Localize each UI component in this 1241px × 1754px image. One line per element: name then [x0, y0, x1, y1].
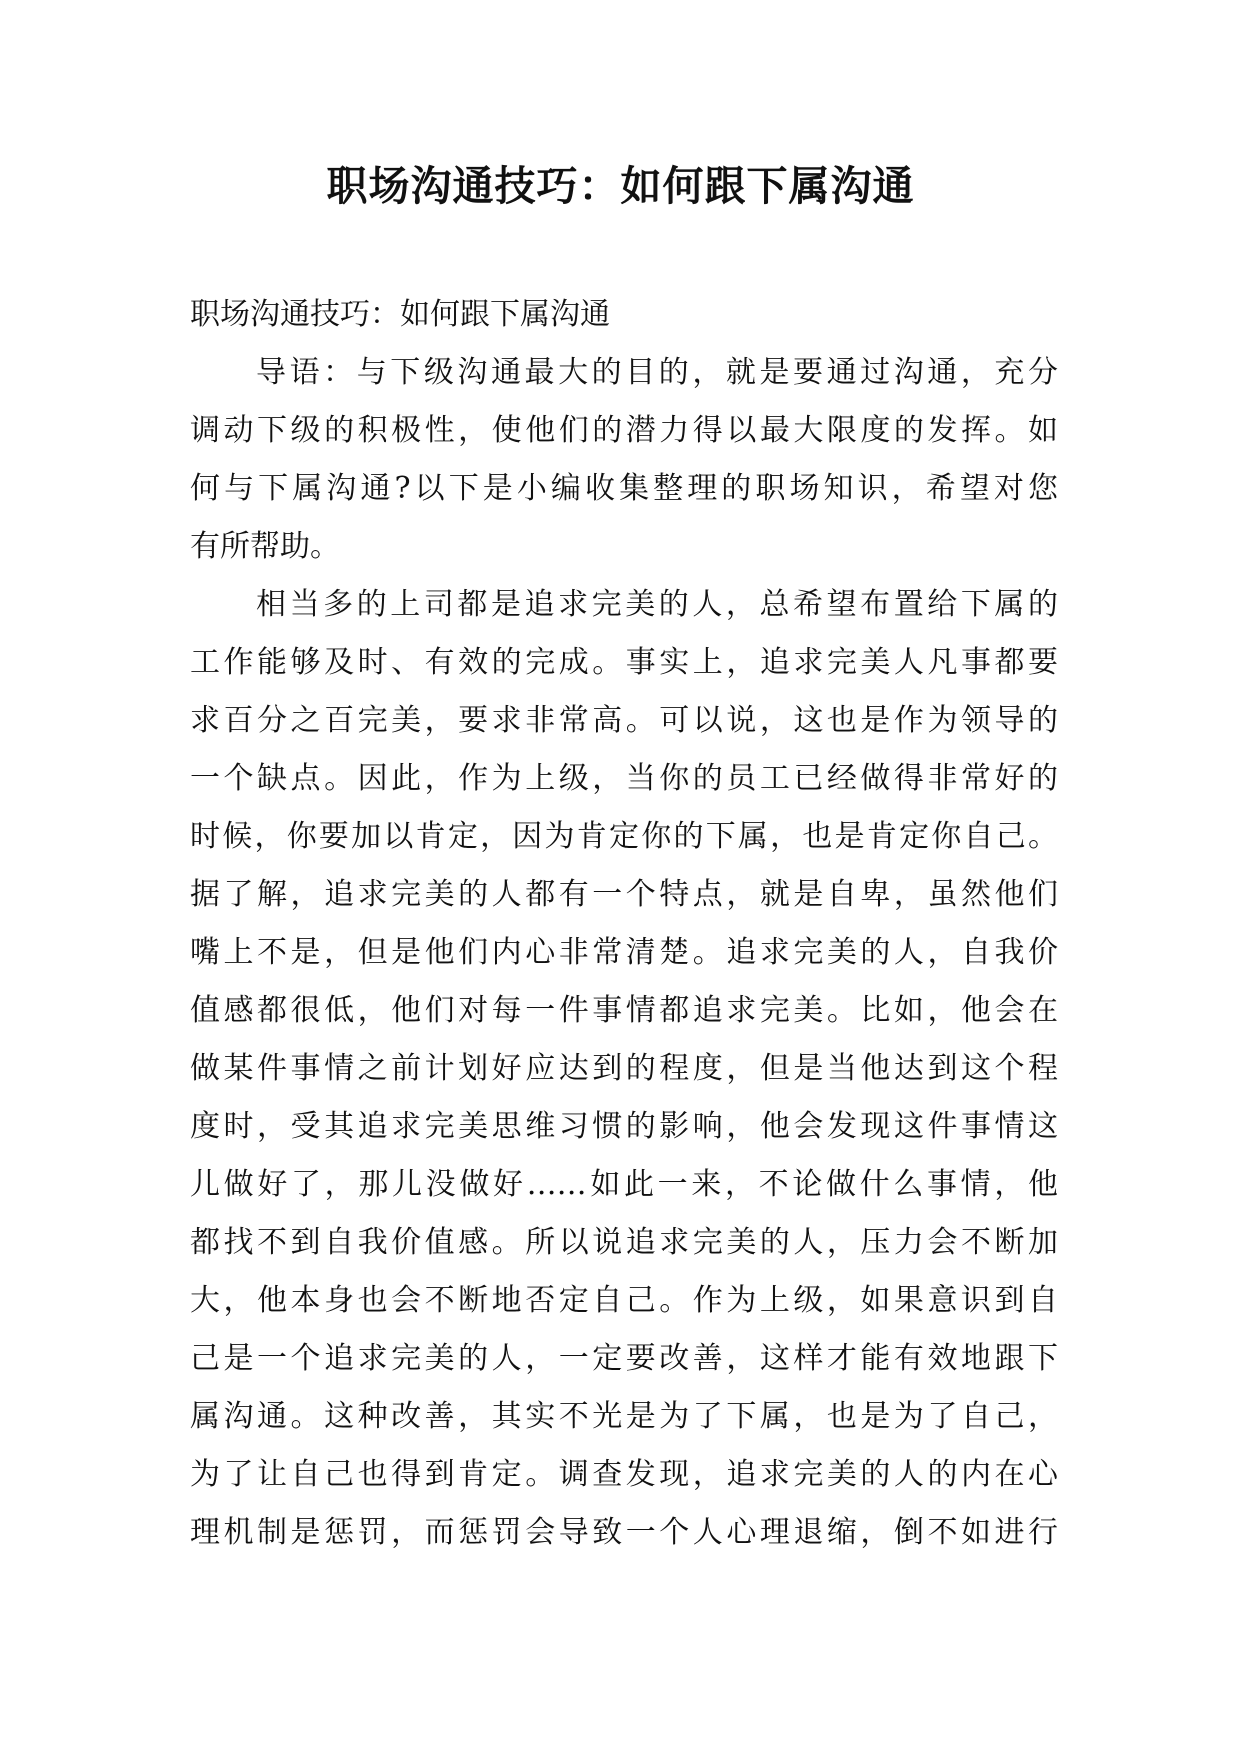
- text-line: 度时，受其追求完美思维习惯的影响，他会发现这件事情这: [190, 1109, 1058, 1144]
- text-line: 有所帮助。: [190, 529, 340, 564]
- text-line: 嘴上不是，但是他们内心非常清楚。追求完美的人，自我价: [190, 935, 1058, 970]
- text-line: 导语：与下级沟通最大的目的，就是要通过沟通，充分: [256, 355, 1058, 390]
- text-line: 值感都很低，他们对每一件事情都追求完美。比如，他会在: [190, 993, 1058, 1028]
- text-line: 职场沟通技巧：如何跟下属沟通: [190, 297, 610, 332]
- text-line: 求百分之百完美，要求非常高。可以说，这也是作为领导的: [190, 703, 1058, 738]
- text-line: 调动下级的积极性，使他们的潜力得以最大限度的发挥。如: [190, 413, 1058, 448]
- text-line: 理机制是惩罚，而惩罚会导致一个人心理退缩，倒不如进行: [190, 1515, 1058, 1550]
- text-line: 做某件事情之前计划好应达到的程度，但是当他达到这个程: [190, 1051, 1058, 1086]
- text-line: 时候，你要加以肯定，因为肯定你的下属，也是肯定你自己。: [190, 819, 1058, 854]
- document-title: 职场沟通技巧：如何跟下属沟通: [326, 162, 915, 210]
- text-line: 己是一个追求完美的人，一定要改善，这样才能有效地跟下: [190, 1341, 1058, 1376]
- text-line: 据了解，追求完美的人都有一个特点，就是自卑，虽然他们: [190, 877, 1058, 912]
- text-line: 何与下属沟通?以下是小编收集整理的职场知识，希望对您: [190, 471, 1058, 506]
- text-line: 相当多的上司都是追求完美的人，总希望布置给下属的: [256, 587, 1058, 622]
- text-line: 一个缺点。因此，作为上级，当你的员工已经做得非常好的: [190, 761, 1058, 796]
- text-line: 工作能够及时、有效的完成。事实上，追求完美人凡事都要: [190, 645, 1058, 680]
- text-line: 为了让自己也得到肯定。调查发现，追求完美的人的内在心: [190, 1457, 1058, 1492]
- text-line: 儿做好了，那儿没做好……如此一来，不论做什么事情，他: [190, 1167, 1058, 1202]
- text-line: 属沟通。这种改善，其实不光是为了下属，也是为了自己，: [190, 1399, 1058, 1434]
- document-body: [190, 286, 1058, 1562]
- text-line: 都找不到自我价值感。所以说追求完美的人，压力会不断加: [190, 1225, 1058, 1260]
- text-line: 大，他本身也会不断地否定自己。作为上级，如果意识到自: [190, 1283, 1058, 1318]
